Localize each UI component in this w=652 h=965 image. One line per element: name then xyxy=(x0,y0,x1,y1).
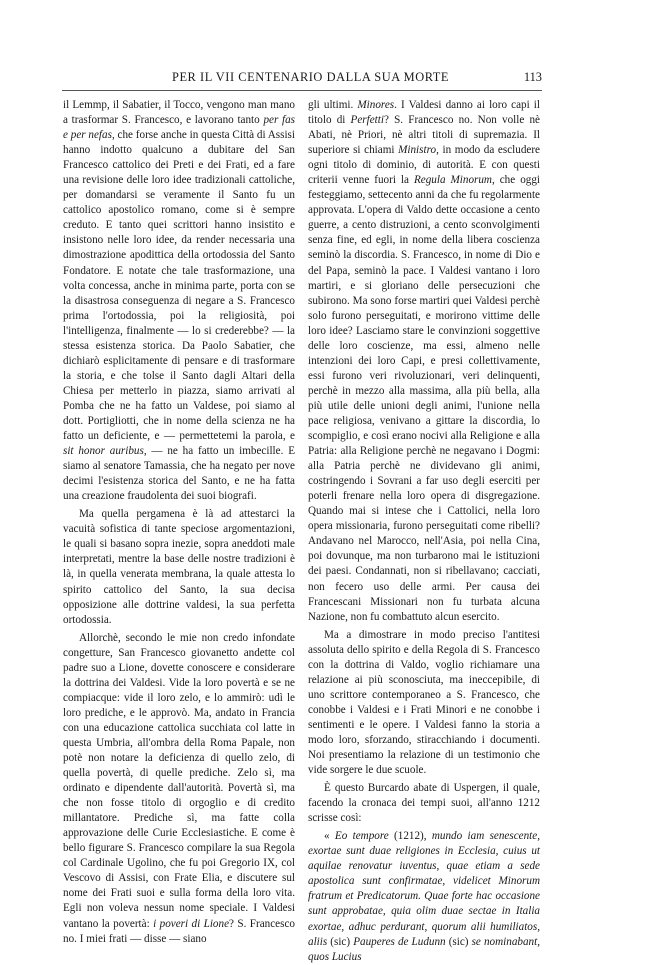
paragraph xyxy=(308,628,540,778)
paragraph xyxy=(63,98,295,504)
italic-text: per fas e per nefas xyxy=(63,114,295,142)
paragraph xyxy=(63,631,295,947)
latin-quotation xyxy=(308,829,540,964)
text-run: . I Valdesi danno ai loro capi il titolo di xyxy=(308,99,541,127)
italic-text: Eo tempore xyxy=(334,830,389,843)
text-run: ? S. Francesco no. Non volle nè Abati, nè Priori, nè altri titoli di supremazia. Il superiore si chiami xyxy=(308,114,541,157)
italic-text: Pauperes de Ludunn xyxy=(353,935,446,948)
italic-text: Minores xyxy=(357,99,395,111)
italic-text: Regula Minorum xyxy=(413,174,492,187)
paragraph xyxy=(63,507,295,627)
text-run: È questo Burcardo abate di Uspergen, il quale, facendo la cronaca dei tempi suoi, all'anno 1212 scrisse così: xyxy=(308,782,540,825)
text-run: Ma quella pergamena è là ad attestarci la vacuità sofistica di tante speciose argomentazioni, le quali si basano sopra inezie, sopra aneddoti male interpretati, mentre la base delle nostre tradizioni è là, in quella venerata membrana, la quale attesta lo spirito cattolico del Santo, la sua decisa opposizione alle dottrine valdesi, la sua perfetta ortodossia. xyxy=(63,508,295,626)
italic-text: Perfetti xyxy=(350,114,384,127)
text-run: Allorchè, secondo le mie non credo infondate congetture, San Francesco giovanetto andette col padre suo a Lione, dovette conoscere e considerare la dottrina dei Valdesi. Vide la loro povertà e se ne compiacque: vide il loro zelo, e lo ammirò: udì le loro prediche, e le approvò. Ma, andato in Francia con una educazione cattolica succhiata col latte in questa Umbria, all'ombra della Roma Papale, non potè non notare la deficienza di quello zelo, di quella povertà, di quelle prediche. Zelo sì, ma ordinato e dipendente dall'autorità. Povertà sì, ma che non fosse titolo di orgoglio e di credito millantatore. Prediche sì, ma fatte colla approvazione delle Curie Ecclesiastiche. E come è bello figurare S. Francesco compilare la sua Regola col Cardinale Ugolino, che fu poi Gregorio IX, col Vescovo di Assisi, con Frate Elia, e discutere sul nome dei Frati suoi e sulla forma della loro vita. Egli non voleva nessun nome speciale. I Valdesi vantano la povertà: xyxy=(63,631,295,930)
text-run: il Lemmp, il Sabatier, il Tocco, vengono man mano a trasformar S. Francesco, e lavorano tanto xyxy=(63,99,295,127)
paragraph xyxy=(308,98,540,625)
running-header xyxy=(62,70,542,90)
text-run: (1212), xyxy=(388,830,432,843)
left-column xyxy=(63,98,295,947)
right-column xyxy=(308,98,540,965)
text-run: gli ultimi. xyxy=(308,99,358,111)
italic-text: i poveri di Lione xyxy=(153,917,230,930)
italic-text: se nominabant, quos Lucius xyxy=(308,935,540,963)
text-run: « xyxy=(324,830,335,843)
header-rule xyxy=(62,90,542,91)
italic-text: mundo iam senescente, exortae sunt duae religiones in Ecclesia, cuius ut aquilae renovatur iuventus, quae etiam a sede apostolica sunt confirmatae, videlicet Minorum fratrum et Predicatorum. Quae forte hac occasione sunt approbatae, quia olim duae sectae in Italia exortae, adhuc perdurant, quorum alii humiliatos, aliis xyxy=(308,830,540,948)
italic-text: sit honor auribus xyxy=(63,445,144,458)
paragraph xyxy=(308,781,540,826)
text-run: , in modo da escludere ogni titolo di dominio, di autorità. E con questi criterii venne fuori la xyxy=(308,144,540,187)
running-title: PER IL VII CENTENARIO DALLA SUA MORTE xyxy=(172,70,450,84)
text-run: (sic) xyxy=(327,935,354,948)
text-run: ? S. Francesco no. I miei frati — disse — siano xyxy=(63,917,295,945)
page-number: 113 xyxy=(523,70,542,84)
italic-text: Ministro xyxy=(398,144,437,157)
text-run: (sic) xyxy=(445,935,472,948)
text-run: , — ne ha fatto un imbecille. E siamo al senatore Tamassia, che ha negato per nove decimi l'esistenza storica del Santo, e ne ha fatta una creazione fraudolenta dei suoi biografi. xyxy=(63,445,295,503)
text-run: , che forse anche in questa Città di Assisi hanno indotto qualcuno a dubitare del San Francesco cattolico dei Preti e dei Frati, ed a fare una revisione delle loro idee tradizionali cattoliche, per domandarsi se veramente il Santo fu un cattolico apostolico romano, come si è sempre creduto. E tanto quei scrittori hanno insistito e insistono nelle loro idee, da render necessaria una dimostrazione apodittica della ortodossia del Santo Fondatore. E notate che tale trasformazione, una volta concessa, anche in minima parte, porta con se la disastrosa conseguenza di negare a S. Francesco prima l'ortodossia, poi la religiosità, poi l'intelligenza, finalmente — lo si crederebbe? — la stessa esistenza storica. Da Paolo Sabatier, che dichiarò esplicitamente di pensare e di trasformare la storia, e che tolse il Santo dagli Altari della Chiesa per metterlo in piazza, siamo arrivati al Pomba che ne ha fatto un Valdese, poi siamo al dott. Portigliotti, che in nome della scienza ne ha fatto un deficiente, e — permettetemi la parola, e xyxy=(63,129,295,443)
text-run: Ma a dimostrare in modo preciso l'antitesi assoluta dello spirito e della Regola di S. Francesco con la dottrina di Valdo, voglio richiamare una relazione ai più sconosciuta, ma ineccepibile, di uno scrittore contemporaneo a S. Francesco, che conobbe i Valdesi e i Frati Minori e ne conobbe i sentimenti e le opere. I Valdesi fanno la storia a modo loro, sforzando, stiracchiando i documenti. Noi presentiamo la relazione di un testimonio che vide sorgere le due scuole. xyxy=(308,628,540,777)
text-run: , che oggi festeggiamo, settecento anni da che fu regolarmente approvata. L'opera di Valdo dette occasione a cento guerre, a cento distruzioni, a cento sconvolgimenti senza fine, ed egli, in nome della libera coscienza seminò la discordia. S. Francesco, in nome di Dio e del Papa, seminò la pace. I Valdesi vantano i loro martiri, e si gloriano delle persecuzioni che subirono. Ma sono forse martiri quei Valdesi perchè solo furono perseguitati, e morirono vittime delle loro idee? Lasciamo stare le convinzioni soggettive delle loro coscienze, ma essi, almeno nelle intenzioni dei loro Capi, e presi collettivamente, essi furono veri rivoluzionari, veri delinquenti, perchè in mezzo alla massima, alla più bella, alla più utile delle unioni degli animi, l'unione nella pace religiosa, venivano a gittare la discordia, lo scompiglio, e così erano nocivi alla Religione e alla Patria: alla Religione perchè ne negavano i Dogmi: alla Patria perchè ne dividevano gli animi, costringendo i Sovrani a far uso degli eserciti per poterli frenare nella loro opera di disgregazione. Quando mai si intese che i Cattolici, nella loro opera missionaria, furono perseguitati come ribelli? Andavano nel Marocco, nell'Asia, poi nella Cina, poi dovunque, ma non turbarono mai le istituzioni dei paesi. Condannati, non si ribellavano; cacciati, non fecero uso delle armi. Per causa dei Francescani Missionari non fu turbata alcuna Nazione, non fu combattuto alcun esercito. xyxy=(308,174,540,623)
